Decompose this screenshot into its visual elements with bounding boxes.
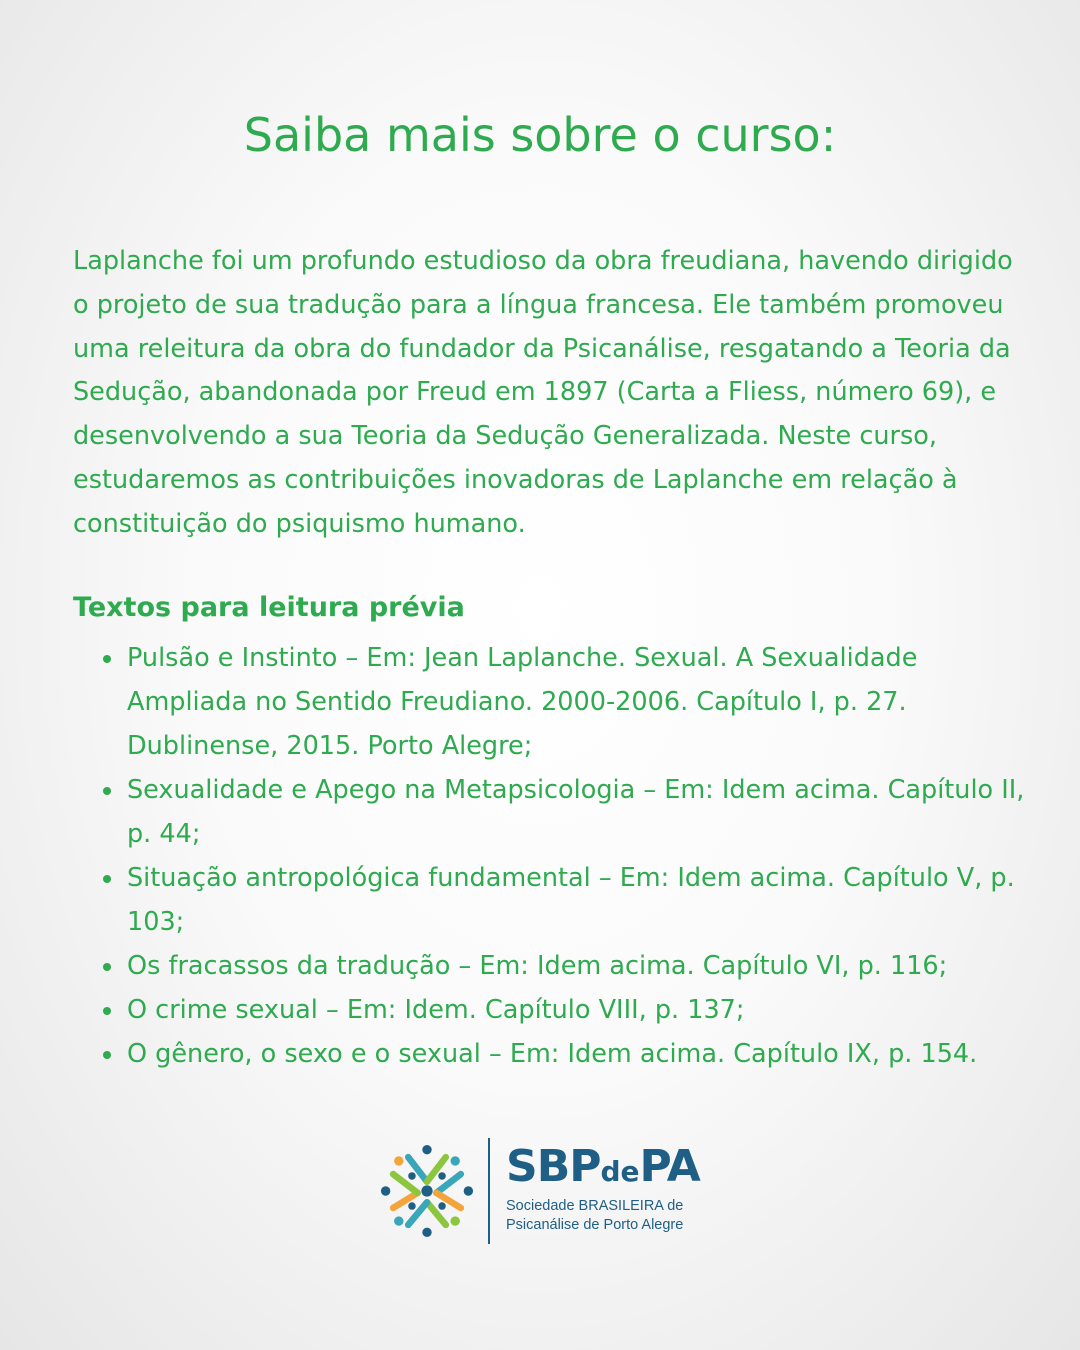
- list-item-text: Sexualidade e Apego na Metapsicologia – Em: Idem acima. Capítulo II, p. 44;: [127, 775, 1025, 849]
- list-item-text: O crime sexual – Em: Idem. Capítulo VIII, p. 137;: [127, 995, 745, 1025]
- list-item-text: Situação antropológica fundamental – Em: Idem acima. Capítulo V, p. 103;: [127, 863, 1015, 937]
- reading-list: [73, 636, 1033, 1076]
- logo-acronym: [506, 1142, 700, 1197]
- list-item: [73, 768, 1033, 856]
- bullet-icon: [103, 1007, 111, 1015]
- list-item-text: O gênero, o sexo e o sexual – Em: Idem acima. Capítulo IX, p. 154.: [127, 1039, 978, 1069]
- logo-subtitle-line1: Sociedade BRASILEIRA de: [506, 1198, 684, 1214]
- sbpdepa-logo: [380, 1138, 720, 1244]
- bullet-icon: [103, 875, 111, 883]
- reading-heading: Textos para leitura prévia: [73, 592, 465, 623]
- list-item: [73, 636, 1033, 768]
- page-title: Saiba mais sobre o curso:: [243, 108, 837, 162]
- logo-acronym-sbp: SBP: [506, 1141, 601, 1192]
- list-item: [73, 988, 1033, 1032]
- bullet-icon: [103, 1051, 111, 1059]
- people-circle-logo-icon: [380, 1144, 474, 1238]
- logo-text: [506, 1142, 700, 1235]
- logo-acronym-pa: PA: [639, 1141, 700, 1192]
- bullet-icon: [103, 963, 111, 971]
- logo-acronym-de: de: [600, 1155, 640, 1188]
- list-item: [73, 856, 1033, 944]
- bullet-icon: [103, 655, 111, 663]
- logo-subtitle-line2: Psicanálise de Porto Alegre: [506, 1217, 684, 1233]
- bullet-icon: [103, 787, 111, 795]
- logo-divider: [488, 1138, 490, 1244]
- list-item: [73, 944, 1033, 988]
- list-item-text: Os fracassos da tradução – Em: Idem acima. Capítulo VI, p. 116;: [127, 951, 948, 981]
- intro-paragraph: Laplanche foi um profundo estudioso da obra freudiana, havendo dirigido o projeto de sua tradução para a língua francesa. Ele também promoveu uma releitura da obra do fundador da Psicanálise, resgatando a Teoria da Sedução, abandonada por Freud em 1897 (Carta a Fliess, número 69), e desenvolvendo a sua Teoria da Sedução Generalizada. Neste curso, estudaremos as contribuições inovadoras de Laplanche em relação à constituição do psiquismo humano.: [73, 246, 1013, 539]
- list-item-text: Pulsão e Instinto – Em: Jean Laplanche. Sexual. A Sexualidade Ampliada no Sentido Freudiano. 2000-2006. Capítulo I, p. 27. Dublinense, 2015. Porto Alegre;: [127, 643, 918, 761]
- list-item: [73, 1032, 1033, 1076]
